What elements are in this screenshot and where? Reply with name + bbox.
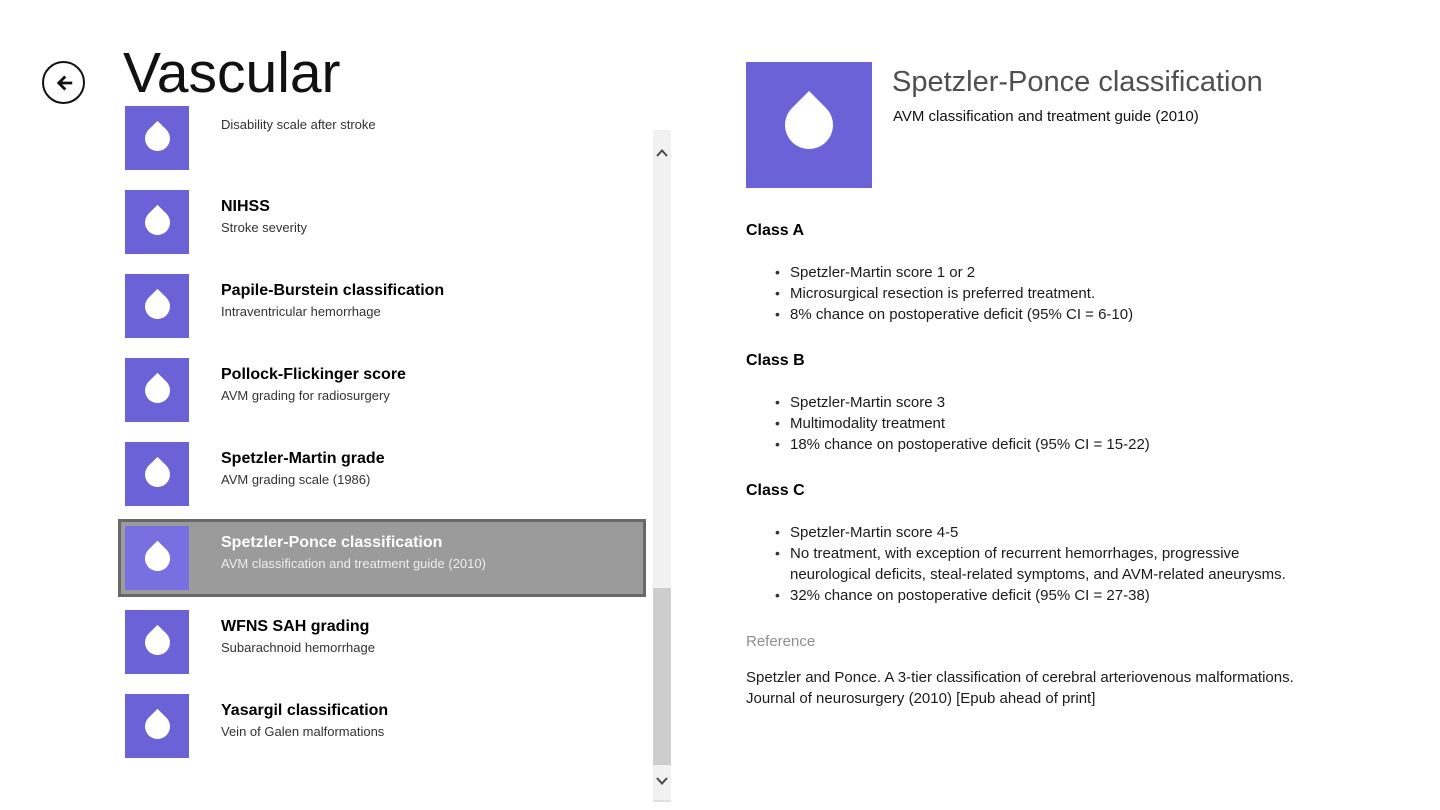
tile — [125, 526, 189, 590]
list-item-subtitle: Disability scale after stroke — [221, 117, 376, 132]
list-item-subtitle: Intraventricular hemorrhage — [221, 304, 381, 319]
list-item-text — [221, 694, 388, 740]
list-item-title: Yasargil classification — [221, 702, 389, 719]
back-button[interactable] — [42, 61, 85, 104]
bullet-item: • Spetzler-Martin score 3 — [790, 392, 1318, 413]
list-item-subtitle: AVM grading scale (1986) — [221, 472, 371, 487]
tile — [125, 358, 189, 422]
bullet-item: • 8% chance on postoperative deficit (95% CI = 6-10) — [790, 304, 1318, 325]
detail-title: Spetzler-Ponce classification — [892, 66, 1263, 98]
class-c-heading: Class C — [746, 482, 805, 499]
list-item-text — [221, 190, 307, 236]
class-c-bullets — [746, 522, 1318, 606]
list-item-subtitle: AVM classification and treatment guide (2010) — [221, 556, 486, 571]
list-item-title: WFNS SAH grading — [221, 618, 370, 635]
reference-text: Spetzler and Ponce. A 3-tier classification of cerebral arteriovenous malformations. Journal of neurosurgery (2010) [Epub ahead of print] — [746, 669, 1294, 707]
water-drop-icon — [775, 91, 843, 159]
list-item-yasargil[interactable] — [125, 694, 646, 758]
classification-list-content — [118, 106, 646, 758]
list-item-subtitle: AVM grading for radiosurgery — [221, 388, 390, 403]
bullet-item: • No treatment, with exception of recurrent hemorrhages, progressive neurological deficits, steal-related symptoms, and AVM-related aneurysms. — [790, 543, 1318, 585]
bullet-item: • Multimodality treatment — [790, 413, 1318, 434]
list-item-subtitle: Vein of Galen malformations — [221, 724, 385, 739]
list-item-title: Spetzler-Martin grade — [221, 450, 385, 467]
water-drop-icon — [139, 372, 174, 407]
list-item-wfns-sah[interactable] — [125, 610, 646, 674]
water-drop-icon — [139, 708, 174, 743]
tile — [125, 610, 189, 674]
bullet-item: • Spetzler-Martin score 1 or 2 — [790, 262, 1318, 283]
detail-subtitle: AVM classification and treatment guide (2010) — [893, 108, 1199, 125]
tile — [125, 274, 189, 338]
list-item-disability-scale[interactable] — [125, 106, 646, 170]
scroll-up-icon[interactable] — [653, 144, 671, 162]
water-drop-icon — [139, 624, 174, 659]
page-title: Vascular — [123, 41, 341, 105]
tile — [125, 694, 189, 758]
bullet-item: • Spetzler-Martin score 4-5 — [790, 522, 1318, 543]
list-item-papile-burstein[interactable] — [125, 274, 646, 338]
list-item-text — [221, 358, 406, 404]
class-a-heading: Class A — [746, 222, 805, 239]
class-a-bullets — [746, 262, 1318, 325]
class-b-heading: Class B — [746, 352, 805, 369]
scrollbar-thumb[interactable] — [653, 588, 671, 765]
tile — [125, 106, 189, 170]
water-drop-icon — [139, 540, 174, 575]
list-item-spetzler-martin[interactable] — [125, 442, 646, 506]
back-arrow-icon — [53, 72, 75, 94]
water-drop-icon — [139, 120, 174, 155]
tile — [125, 442, 189, 506]
scroll-down-icon[interactable] — [653, 772, 671, 790]
list-item-nihss[interactable] — [125, 190, 646, 254]
bullet-item: • 18% chance on postoperative deficit (95% CI = 15-22) — [790, 434, 1318, 455]
list-item-text — [221, 526, 486, 572]
list-item-text — [221, 106, 376, 133]
list-item-text — [221, 274, 444, 320]
list-item-text — [221, 610, 375, 656]
list-item-subtitle: Stroke severity — [221, 220, 307, 235]
bullet-item: • Microsurgical resection is preferred treatment. — [790, 283, 1318, 304]
class-b-bullets — [746, 392, 1318, 455]
water-drop-icon — [139, 204, 174, 239]
water-drop-icon — [139, 456, 174, 491]
detail-body — [746, 221, 1318, 709]
list-item-title: NIHSS — [221, 198, 270, 215]
list-item-pollock-flickinger[interactable] — [125, 358, 646, 422]
detail-tile — [746, 62, 872, 188]
reference-label: Reference — [746, 633, 816, 650]
list-item-title: Papile-Burstein classification — [221, 282, 445, 299]
list-item-title: Pollock-Flickinger score — [221, 366, 406, 383]
list-item-text — [221, 442, 385, 488]
bullet-item: • 32% chance on postoperative deficit (95% CI = 27-38) — [790, 585, 1318, 606]
classification-list — [118, 117, 646, 810]
list-item-subtitle: Subarachnoid hemorrhage — [221, 640, 375, 655]
list-item-title: Spetzler-Ponce classification — [221, 534, 443, 551]
tile — [125, 190, 189, 254]
list-item-spetzler-ponce-selected[interactable] — [118, 519, 646, 597]
list-scrollbar[interactable] — [653, 130, 671, 802]
water-drop-icon — [139, 288, 174, 323]
